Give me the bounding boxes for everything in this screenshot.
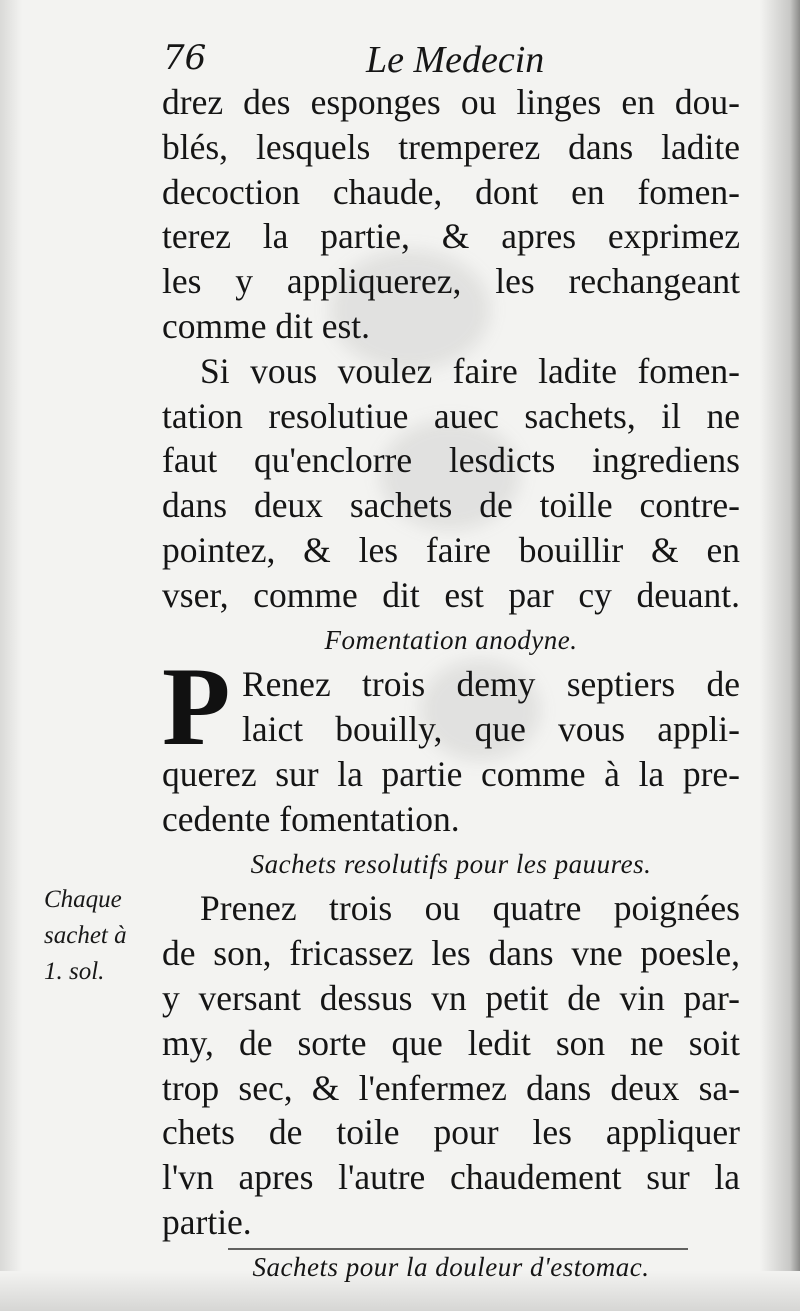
text-line: decoction chaude, dont en fomen- xyxy=(162,171,740,212)
text-line: y versant dessus vn petit de vin par- xyxy=(162,977,740,1018)
margin-note-line: sachet à xyxy=(44,922,127,949)
text-line: cedente fomentation. xyxy=(162,798,460,839)
margin-note-line: Chaque xyxy=(44,886,122,913)
section-heading: Fomentation anodyne. xyxy=(324,624,578,655)
text-line: Renez trois demy septiers de xyxy=(242,664,740,705)
running-head: Le Medecin xyxy=(366,39,545,81)
text-line: blés, lesquels tremperez dans ladite xyxy=(162,126,740,167)
text-line: tation resolutiue auec sachets, il ne xyxy=(162,395,740,436)
text-line: chets de toile pour les appliquer xyxy=(162,1112,740,1153)
page-header xyxy=(0,34,800,84)
text-line: pointez, & les faire bouillir & en xyxy=(162,529,740,570)
page-edge-left xyxy=(0,0,22,1311)
section-heading: Sachets pour la douleur d'estomac. xyxy=(252,1251,650,1282)
text-line: de son, fricassez les dans vne poesle, xyxy=(162,933,740,974)
drop-cap: P xyxy=(162,645,231,770)
text-line: vser, comme dit est par cy deuant. xyxy=(162,574,740,615)
text-line: querez sur la partie comme à la pre- xyxy=(162,753,740,794)
text-line: comme dit est. xyxy=(162,305,371,346)
margin-note xyxy=(44,882,154,990)
text-line: Si vous voulez faire ladite fomen- xyxy=(200,350,740,391)
text-line: les y appliquerez, les rechangeant xyxy=(162,261,740,302)
dropcap-paragraph xyxy=(162,645,740,841)
text-line: trop sec, & l'enfermez dans deux sa- xyxy=(162,1067,740,1108)
text-line: terez la partie, & apres exprimez xyxy=(162,216,740,257)
margin-note-line: 1. sol. xyxy=(44,958,105,985)
heading-underline xyxy=(228,1248,688,1250)
text-line: drez des esponges ou linges en dou- xyxy=(162,82,740,122)
text-line: partie. xyxy=(162,1201,252,1242)
page-number: 76 xyxy=(163,38,207,78)
text-line: laict bouilly, que vous appli- xyxy=(242,709,740,750)
main-text xyxy=(162,80,740,1290)
text-line: my, de sorte que ledit son ne soit xyxy=(162,1022,740,1063)
text-line: Prenez trois ou quatre poignées xyxy=(200,888,740,929)
text-line: dans deux sachets de toille contre- xyxy=(162,485,740,526)
text-line: l'vn apres l'autre chaudement sur la xyxy=(162,1157,740,1198)
page-edge-right xyxy=(760,0,800,1311)
text-line: faut qu'enclorre lesdicts ingrediens xyxy=(162,440,740,481)
section-heading: Sachets resolutifs pour les pauures. xyxy=(250,848,652,879)
